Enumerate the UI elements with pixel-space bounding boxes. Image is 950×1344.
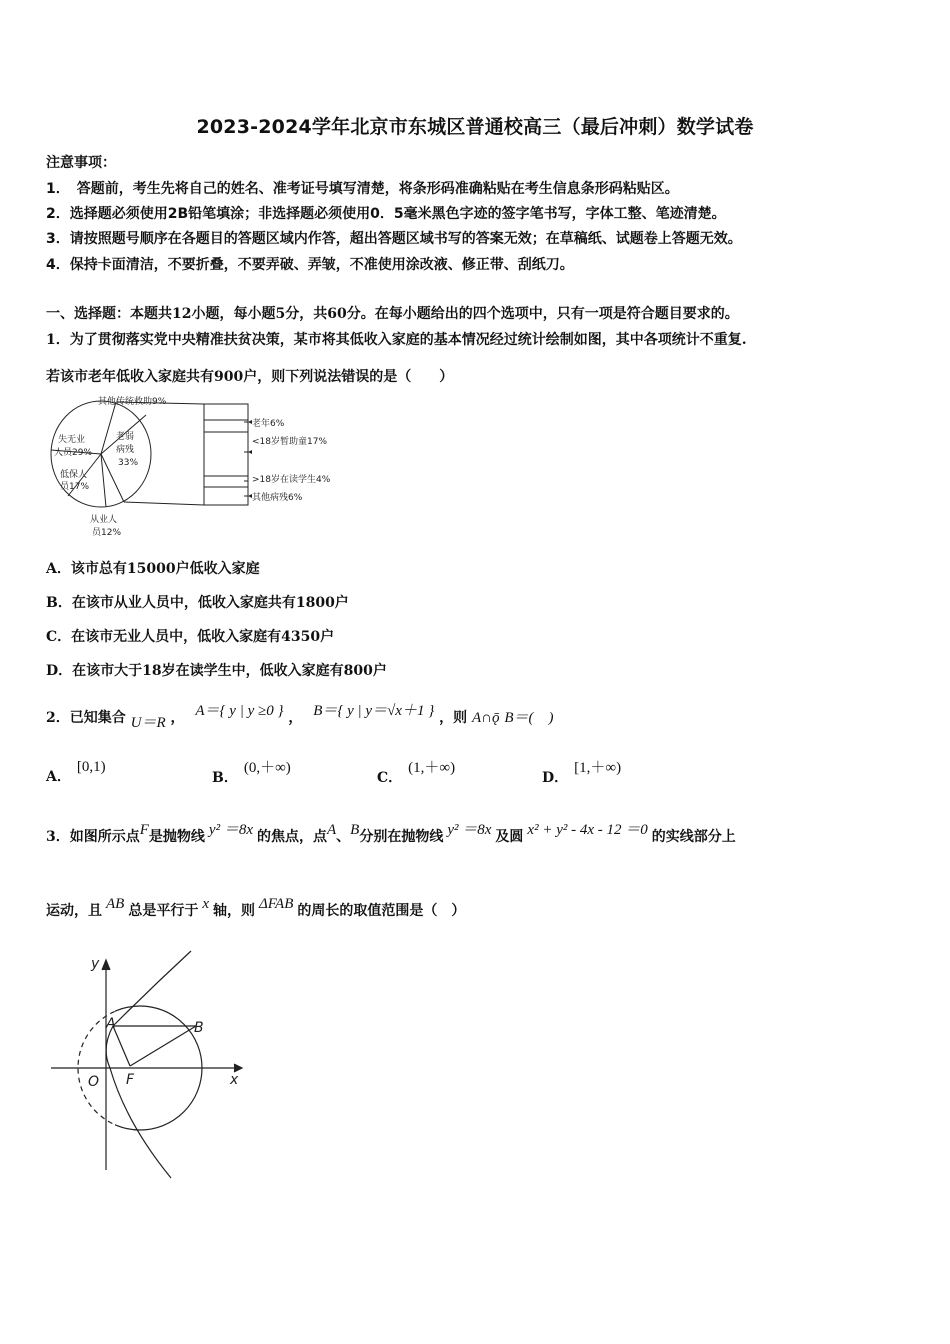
fig-label-f: F [126,1072,135,1088]
bar-label-over18: >18岁在读学生4% [252,475,331,485]
arrow-2 [248,450,252,454]
pie-label-elderly-2: 病残 [116,445,135,455]
pie-divider-1 [101,402,116,454]
q1-option-a-label: A． [46,561,71,577]
notice-heading: 注意事项： [46,155,116,171]
arrow-1 [248,420,252,424]
q1-option-c-label: C． [46,629,72,645]
segment-bf [130,1026,196,1066]
pie-label-unemployed-1: 失无业 [58,435,86,445]
bar-label-elder: 老年6% [252,419,285,429]
q3-point-b: B [350,822,360,838]
q3-circle-equation: x² + y² - 4x - 12 ＝0 [527,822,648,838]
pie-label-other: 其他传统救助9% [98,397,167,407]
q3-text-11: 的周长的取值范围是（ ） [297,903,466,919]
q2-stem [46,703,554,731]
notice-item-3: 3．请按照题号顺序在各题目的答题区域内作答，超出答题区域书写的答案无效；在草稿纸、试题卷上答题无效。 [46,231,742,247]
q3-point-a: A [327,822,337,838]
section-heading: 一、选择题：本题共12小题，每小题5分，共60分。在每小题给出的四个选项中，只有一项是符合题目要求的。 [46,306,739,322]
q1-option-c[interactable] [46,626,334,646]
q3-point-f: F [139,822,149,838]
q2-then: ，则 [439,710,468,726]
fig-label-a: A [106,1016,116,1032]
q2-option-c[interactable] [377,760,456,787]
pie-label-lowincome-1: 低保人 [60,470,88,480]
q3-figure [46,948,256,1188]
fig-label-y: y [91,956,100,972]
bar-outline [204,404,248,505]
page-title: 2023-2024学年北京市东城区普通校高三（最后冲刺）数学试卷 [196,116,754,138]
q2-option-b[interactable] [212,760,291,787]
q3-segment-ab: AB [106,896,125,912]
parabola [106,951,191,1178]
notice-item-1: 1． 答题前，考生先将自己的姓名、准考证号填写清楚，将条形码准确粘贴在考生信息条形码粘贴区。 [46,181,679,197]
q3-text-8: 运动，且 [46,903,102,919]
q2-option-a[interactable] [46,759,106,786]
q3-text-1: 3．如图所示点 [46,829,140,845]
q3-text-3: 的焦点，点 [257,829,327,845]
notice-item-2: 2．选择题必须使用2B铅笔填涂；非选择题必须使用0．5毫米黑色字迹的签字笔书写，字体工整、笔迹清楚。 [46,206,726,222]
q3-parabola-1: y² ＝8x [208,822,253,838]
q2-option-d-value: [1,＋∞) [574,760,622,776]
q2-sep-1: ， [170,710,185,726]
q3-stem-line2 [46,896,466,920]
bar-label-other-sick: 其他病残6% [252,493,303,503]
pie-label-lowincome-2: 员17% [60,482,90,492]
q3-text-7: 的实线部分上 [651,829,736,845]
q2-option-a-label: A． [46,769,71,785]
q1-stem-line2: 若该市老年低收入家庭共有900户，则下列说法错误的是（ ） [46,369,454,385]
pie-label-employed-2: 员12% [92,528,122,538]
q3-stem-line1 [46,822,736,846]
q1-pie-bar-chart [46,392,346,542]
q2-option-b-value: (0,＋∞) [243,760,291,776]
q3-text-9: 总是平行于 [128,903,199,919]
arrow-3 [248,494,252,498]
segment-af [113,1026,130,1066]
notice-item-4: 4．保持卡面清洁，不要折叠，不要弄破、弄皱，不准使用涂改液、修正带、刮纸刀。 [46,257,574,273]
q2-option-d[interactable] [542,760,622,787]
q3-text-5: 分别在抛物线 [359,829,444,845]
q3-parabola-2: y² ＝8x [447,822,492,838]
q2-expression: A∩ǭ [471,710,500,726]
q1-option-a-text: 该市总有15000户低收入家庭 [70,561,260,577]
bar-label-under18: <18岁暂助童17% [252,437,327,447]
q1-stem-line1: 1．为了贯彻落实党中央精准扶贫决策，某市将其低收入家庭的基本情况经过统计绘制如图，其中各项统计不重复. [46,332,747,348]
pie-label-elderly-1: 老弱 [116,432,135,442]
connector-bottom [124,502,204,505]
q3-text-6: 及圆 [495,829,524,845]
q1-option-d-text: 在该市大于18岁在读学生中，低收入家庭有800户 [72,663,387,679]
fig-label-b: B [194,1020,204,1036]
q2-universal-set: U＝R [130,715,166,731]
q1-option-c-text: 在该市无业人员中，低收入家庭有4350户 [71,629,335,645]
x-axis-arrow [234,1064,242,1072]
q2-option-c-value: (1,＋∞) [408,760,456,776]
q1-option-b[interactable] [46,592,349,612]
q1-option-d-label: D． [46,663,73,679]
q2-set-b: B＝{ y | y＝√x＋1 } [313,703,435,719]
q3-text-2: 是抛物线 [148,829,205,845]
q1-option-b-label: B． [46,595,72,611]
y-axis-arrow [102,960,110,970]
q3-text-4: 、 [336,829,351,845]
q2-option-a-value: [0,1) [76,759,106,775]
q2-option-c-label: C． [377,770,403,786]
pie-label-elderly-3: 33% [118,458,139,468]
q3-text-10: 轴，则 [213,903,255,919]
q3-axis-x: x [202,896,209,912]
q2-sep-2: ， [288,710,303,726]
q2-option-b-label: B． [212,770,238,786]
q2-prefix: 2．已知集合 [46,710,126,726]
fig-label-x: x [230,1072,239,1088]
q2-expression-b: B＝( ) [504,710,554,726]
pie-label-employed-1: 从业人 [90,515,118,525]
q3-triangle-fab: ΔFAB [259,896,294,912]
pie-label-unemployed-2: 人员29% [54,448,93,458]
q1-option-b-text: 在该市从业人员中，低收入家庭共有1800户 [71,595,349,611]
q2-set-a: A＝{ y | y ≥0 } [195,703,284,719]
q1-option-d[interactable] [46,660,387,680]
q2-option-d-label: D． [542,770,569,786]
q1-option-a[interactable] [46,558,260,578]
fig-label-o: O [88,1074,100,1090]
